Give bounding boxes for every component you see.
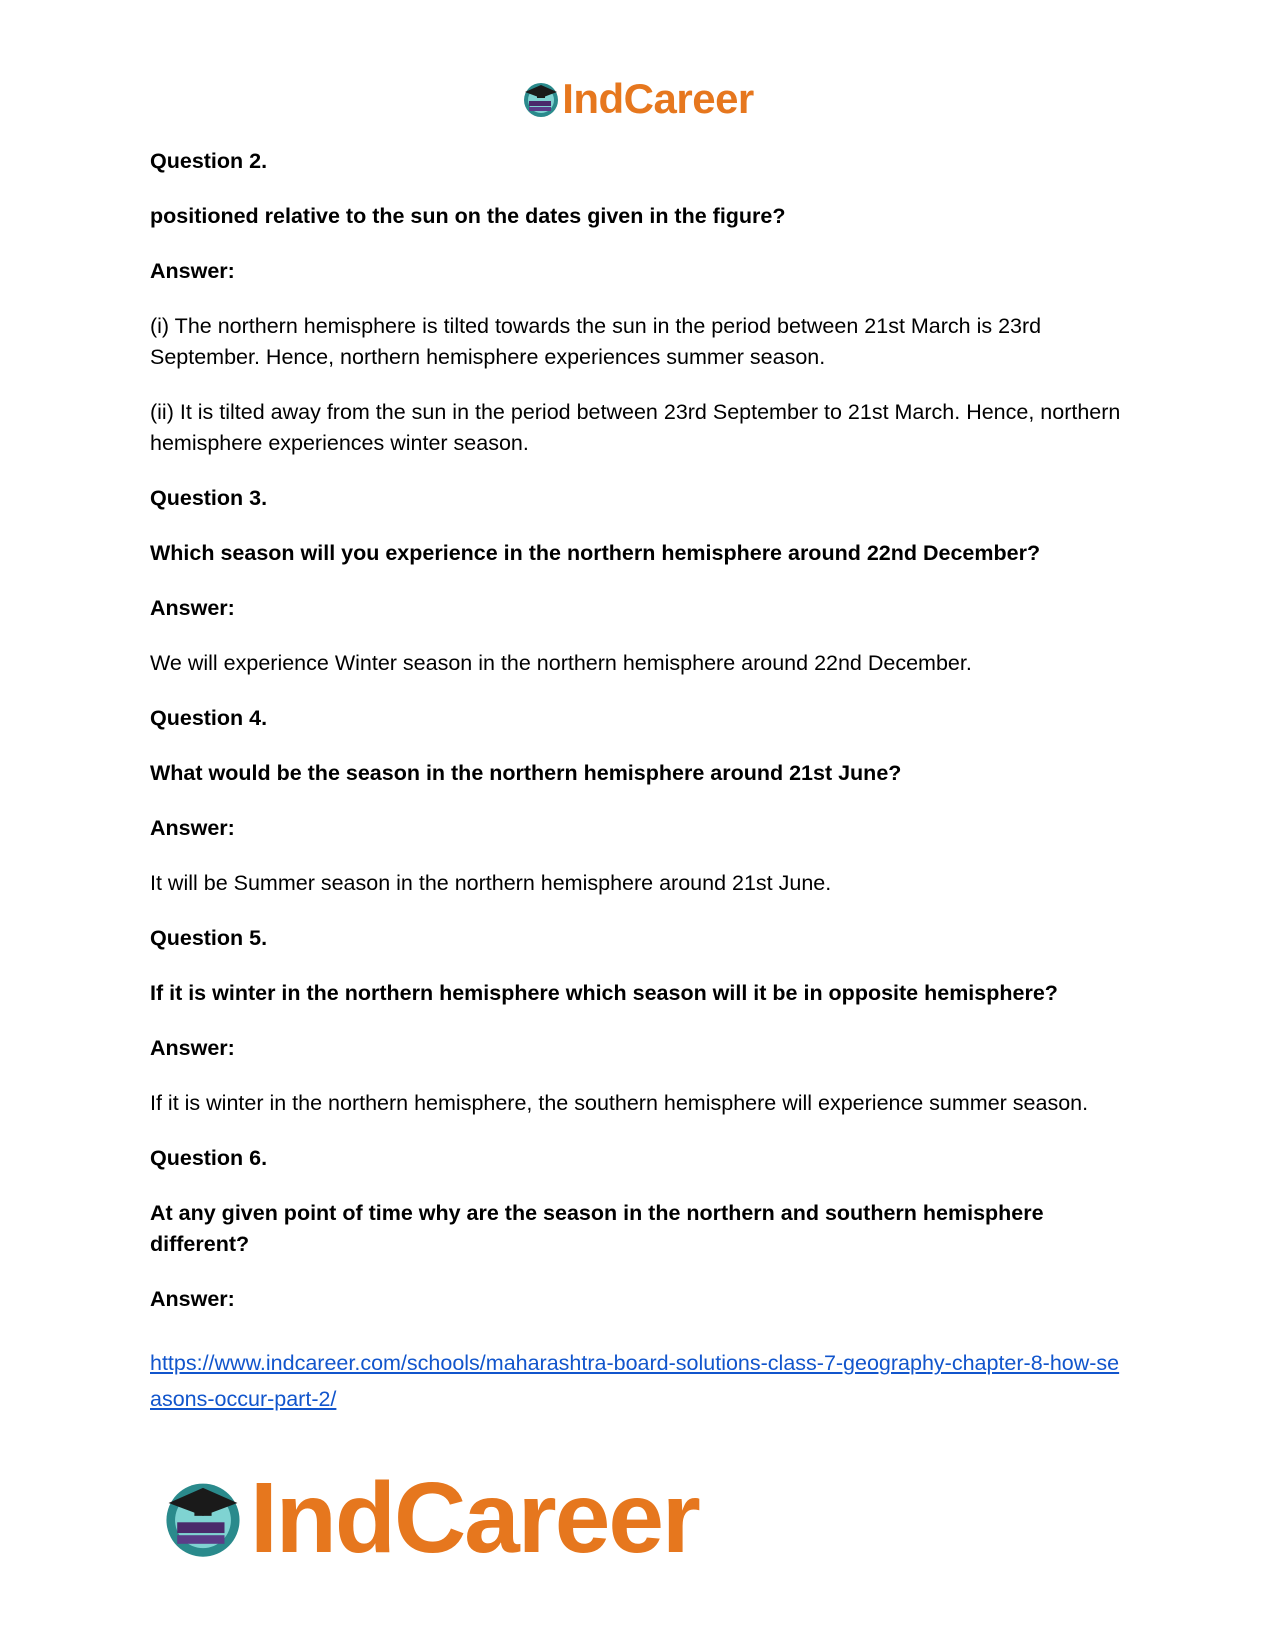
brand-name: IndCareer <box>250 1462 699 1574</box>
document-body <box>150 146 1130 1417</box>
question-text: Which season will you experience in the northern hemisphere around 22nd December? <box>150 541 1041 565</box>
graduation-cap-books-icon <box>160 1475 246 1561</box>
brand <box>521 75 754 122</box>
source-link[interactable]: https://www.indcareer.com/schools/maharashtra-board-solutions-class-7-geography-chapter-8-how-seasons-occur-part-2/ <box>150 1351 1120 1411</box>
question-text: positioned relative to the sun on the dates given in the figure? <box>150 204 786 228</box>
answer-label: Answer: <box>150 596 235 620</box>
question-text: At any given point of time why are the season in the northern and southern hemisphere different? <box>150 1201 1044 1256</box>
question-text: If it is winter in the northern hemisphere which season will it be in opposite hemisphere? <box>150 981 1058 1005</box>
brand-name: IndCareer <box>562 75 754 122</box>
question-label: Question 5. <box>150 926 268 950</box>
header-logo <box>0 75 1275 122</box>
answer-label: Answer: <box>150 259 235 283</box>
answer-text: (i) The northern hemisphere is tilted towards the sun in the period between 21st March is 23rd September. Hence, northern hemisphere experiences summer season. <box>150 314 1042 369</box>
question-label: Question 6. <box>150 1146 268 1170</box>
answer-label: Answer: <box>150 816 235 840</box>
answer-text: If it is winter in the northern hemisphere, the southern hemisphere will experience summer season. <box>150 1091 1089 1115</box>
question-label: Question 3. <box>150 486 268 510</box>
question-text: What would be the season in the northern hemisphere around 21st June? <box>150 761 902 785</box>
answer-text: (ii) It is tilted away from the sun in the period between 23rd September to 21st March. Hence, northern hemisphere experiences winter season. <box>150 400 1121 455</box>
graduation-cap-books-icon <box>521 79 561 119</box>
answer-label: Answer: <box>150 1287 235 1311</box>
footer-logo <box>160 1462 699 1574</box>
answer-text: We will experience Winter season in the northern hemisphere around 22nd December. <box>150 651 972 675</box>
question-label: Question 4. <box>150 706 268 730</box>
question-label: Question 2. <box>150 149 268 173</box>
answer-label: Answer: <box>150 1036 235 1060</box>
answer-text: It will be Summer season in the northern hemisphere around 21st June. <box>150 871 832 895</box>
